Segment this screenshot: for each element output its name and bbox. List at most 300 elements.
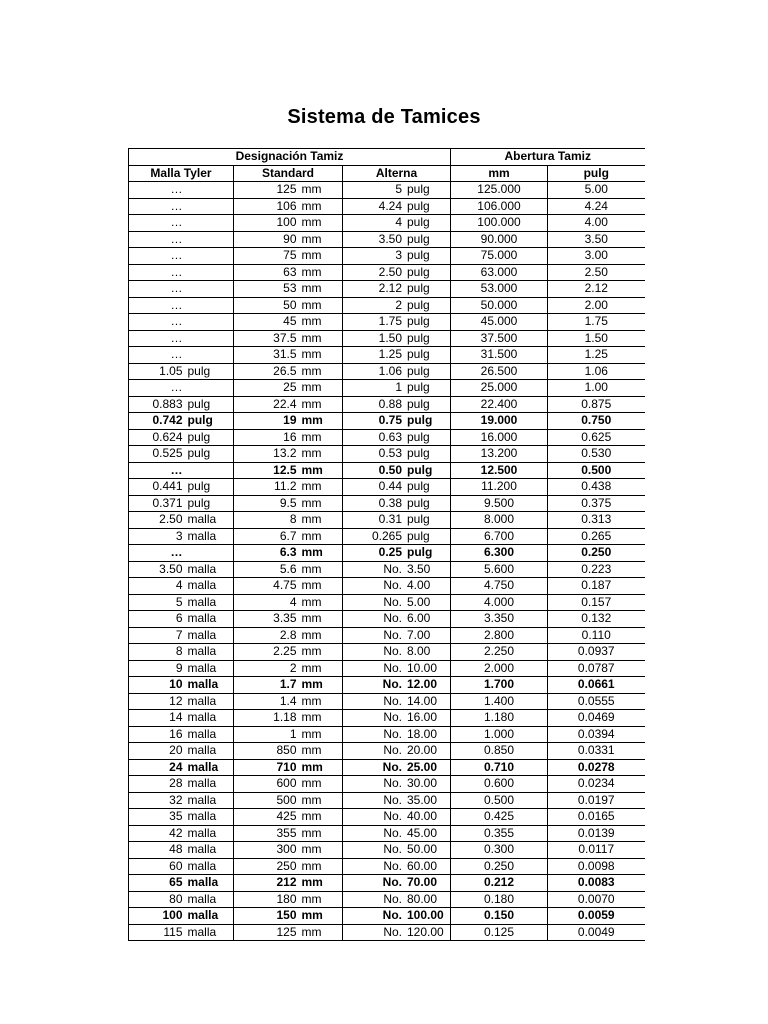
- alterna-cell: [343, 248, 451, 265]
- standard-cell: [234, 429, 343, 446]
- alterna-cell: [343, 479, 451, 496]
- alterna-cell-value: 4: [395, 215, 402, 229]
- malla-tyler-cell-unit: [183, 215, 230, 231]
- malla-tyler-cell-unit: malla: [187, 528, 217, 543]
- abertura-mm-cell: 90.000: [451, 231, 548, 248]
- abertura-mm-cell: 1.000: [451, 726, 548, 743]
- alterna-cell-unit: pulg: [407, 479, 430, 493]
- header-column-row: [129, 165, 645, 182]
- table-row: [129, 660, 645, 677]
- alterna-cell-value: No.: [382, 875, 402, 889]
- alterna-cell: [343, 891, 451, 908]
- malla-tyler-cell-value: 12: [169, 693, 183, 708]
- standard-cell-value: 50: [283, 297, 297, 312]
- standard-cell: [234, 347, 343, 364]
- abertura-mm-cell: 63.000: [451, 264, 548, 281]
- table-row: [129, 693, 645, 710]
- alterna-cell: [343, 594, 451, 611]
- malla-tyler-cell-unit: pulg: [187, 479, 211, 493]
- malla-tyler-cell: [129, 561, 234, 578]
- standard-cell-value: 6.7: [279, 528, 297, 543]
- malla-tyler-cell-value: 20: [169, 743, 183, 757]
- standard-cell-unit: mm: [301, 413, 323, 427]
- alterna-cell-unit: pulg: [407, 545, 433, 559]
- standard-cell: [234, 198, 343, 215]
- alterna-cell-unit: pulg: [407, 462, 433, 477]
- table-row: [129, 446, 645, 463]
- alterna-cell: [343, 545, 451, 562]
- abertura-pulg-cell: 0.0117: [548, 842, 645, 859]
- alterna-cell-unit: 60.00: [407, 858, 438, 873]
- standard-cell: [234, 561, 343, 578]
- standard-cell-unit: mm: [301, 660, 322, 675]
- standard-cell-unit: mm: [301, 792, 322, 807]
- alterna-cell: [343, 710, 451, 727]
- abertura-mm-cell: 2.000: [451, 660, 548, 677]
- abertura-pulg-cell: 0.625: [548, 429, 645, 446]
- alterna-cell-unit: 30.00: [407, 776, 438, 790]
- malla-tyler-cell-unit: [183, 248, 230, 264]
- malla-tyler-cell: [129, 825, 234, 842]
- alterna-cell-value: 0.53: [378, 446, 402, 460]
- alterna-cell-unit: 50.00: [407, 842, 438, 856]
- standard-cell-unit: mm: [301, 314, 322, 328]
- malla-tyler-cell-value: 0.742: [152, 413, 183, 427]
- standard-cell-value: 12.5: [273, 462, 297, 477]
- alterna-cell-value: 0.50: [378, 462, 402, 477]
- abertura-mm-cell: 13.200: [451, 446, 548, 463]
- malla-tyler-cell-unit: [183, 298, 230, 314]
- malla-tyler-cell-value: …: [170, 314, 183, 328]
- standard-cell-unit: mm: [301, 776, 322, 790]
- header-standard: Standard: [234, 165, 343, 182]
- alterna-cell-unit: pulg: [407, 248, 430, 262]
- alterna-cell: [343, 858, 451, 875]
- alterna-cell-value: No.: [382, 908, 402, 922]
- malla-tyler-cell: [129, 792, 234, 809]
- malla-tyler-cell-unit: [183, 545, 230, 561]
- malla-tyler-cell-value: 3.50: [159, 561, 183, 576]
- alterna-cell-value: 0.25: [378, 545, 402, 559]
- alterna-cell-value: 1.75: [378, 314, 402, 328]
- standard-cell-unit: mm: [301, 594, 322, 609]
- alterna-cell: [343, 198, 451, 215]
- malla-tyler-cell-unit: [183, 232, 230, 248]
- abertura-pulg-cell: 0.223: [548, 561, 645, 578]
- standard-cell: [234, 693, 343, 710]
- malla-tyler-cell: [129, 215, 234, 232]
- abertura-mm-cell: 0.500: [451, 792, 548, 809]
- malla-tyler-cell-unit: [183, 347, 230, 363]
- alterna-cell-unit: pulg: [407, 281, 430, 295]
- alterna-cell-unit: pulg: [407, 380, 430, 394]
- malla-tyler-cell: [129, 743, 234, 760]
- abertura-mm-cell: 2.250: [451, 644, 548, 661]
- alterna-cell-unit: 6.00: [407, 611, 431, 625]
- alterna-cell: [343, 875, 451, 892]
- alterna-cell: [343, 528, 451, 545]
- standard-cell-value: 4: [289, 594, 297, 609]
- alterna-cell: [343, 842, 451, 859]
- malla-tyler-cell: [129, 776, 234, 793]
- standard-cell-unit: mm: [301, 924, 322, 939]
- alterna-cell-value: No.: [383, 627, 402, 642]
- malla-tyler-cell-unit: [183, 265, 230, 281]
- standard-cell: [234, 759, 343, 776]
- abertura-pulg-cell: 0.530: [548, 446, 645, 463]
- standard-cell-value: 710: [276, 759, 297, 774]
- table-row: [129, 809, 645, 826]
- alterna-cell-unit: 3.50: [407, 561, 431, 576]
- abertura-mm-cell: 2.800: [451, 627, 548, 644]
- abertura-pulg-cell: 0.250: [548, 545, 645, 562]
- alterna-cell-value: No.: [383, 842, 402, 856]
- abertura-pulg-cell: 0.0331: [548, 743, 645, 760]
- header-pulg: pulg: [548, 165, 645, 182]
- abertura-pulg-cell: 0.0165: [548, 809, 645, 826]
- table-row: [129, 776, 645, 793]
- alterna-cell-value: 1: [395, 380, 402, 394]
- abertura-mm-cell: 26.500: [451, 363, 548, 380]
- standard-cell: [234, 825, 343, 842]
- standard-cell-unit: mm: [301, 281, 322, 295]
- alterna-cell: [343, 825, 451, 842]
- malla-tyler-cell: [129, 528, 234, 545]
- table-row: [129, 314, 645, 331]
- abertura-pulg-cell: 2.50: [548, 264, 645, 281]
- malla-tyler-cell-unit: malla: [187, 825, 217, 840]
- table-row: [129, 330, 645, 347]
- malla-tyler-cell-unit: [183, 281, 230, 297]
- standard-cell: [234, 644, 343, 661]
- alterna-cell: [343, 330, 451, 347]
- alterna-cell-value: 2: [395, 297, 402, 312]
- table-row: [129, 182, 645, 199]
- malla-tyler-cell: [129, 429, 234, 446]
- alterna-cell-value: No.: [383, 776, 402, 790]
- standard-cell-value: 13.2: [273, 446, 297, 460]
- abertura-pulg-cell: 2.00: [548, 297, 645, 314]
- alterna-cell: [343, 726, 451, 743]
- alterna-cell-unit: 100.00: [407, 908, 444, 922]
- abertura-pulg-cell: 0.500: [548, 462, 645, 479]
- alterna-cell: [343, 776, 451, 793]
- table-row: [129, 578, 645, 595]
- table-row: [129, 363, 645, 380]
- malla-tyler-cell-unit: [183, 331, 230, 347]
- standard-cell: [234, 743, 343, 760]
- alterna-cell: [343, 231, 451, 248]
- alterna-cell-value: 0.31: [378, 512, 402, 526]
- table-row: [129, 281, 645, 298]
- alterna-cell-value: 0.38: [378, 495, 402, 510]
- malla-tyler-cell-value: 9: [175, 660, 183, 675]
- standard-cell-value: 1: [289, 726, 297, 741]
- abertura-pulg-cell: 1.25: [548, 347, 645, 364]
- alterna-cell: [343, 495, 451, 512]
- standard-cell-value: 53: [283, 281, 297, 295]
- alterna-cell-unit: pulg: [407, 231, 430, 246]
- malla-tyler-cell: [129, 231, 234, 248]
- alterna-cell-value: 1.25: [378, 347, 402, 361]
- table-row: [129, 264, 645, 281]
- malla-tyler-cell-unit: malla: [187, 512, 217, 526]
- abertura-pulg-cell: 1.75: [548, 314, 645, 331]
- alterna-cell-unit: 70.00: [407, 875, 438, 889]
- malla-tyler-cell: [129, 693, 234, 710]
- alterna-cell: [343, 677, 451, 694]
- alterna-cell-unit: pulg: [407, 215, 430, 229]
- standard-cell: [234, 380, 343, 397]
- alterna-cell-value: No.: [383, 891, 402, 906]
- standard-cell-value: 125: [276, 924, 297, 939]
- standard-cell: [234, 809, 343, 826]
- abertura-mm-cell: 4.000: [451, 594, 548, 611]
- alterna-cell-value: 2.50: [378, 264, 402, 279]
- abertura-mm-cell: 4.750: [451, 578, 548, 595]
- malla-tyler-cell-unit: malla: [187, 578, 217, 592]
- sieve-table-body: [129, 182, 645, 941]
- malla-tyler-cell-value: 28: [169, 776, 183, 790]
- table-row: [129, 726, 645, 743]
- malla-tyler-cell-value: 115: [163, 924, 183, 939]
- malla-tyler-cell-unit: malla: [187, 726, 217, 741]
- table-row: [129, 528, 645, 545]
- malla-tyler-cell-value: …: [170, 297, 183, 312]
- abertura-pulg-cell: 0.0098: [548, 858, 645, 875]
- alterna-cell: [343, 380, 451, 397]
- standard-cell: [234, 891, 343, 908]
- abertura-pulg-cell: 0.0469: [548, 710, 645, 727]
- malla-tyler-cell-value: …: [170, 264, 183, 279]
- abertura-mm-cell: 3.350: [451, 611, 548, 628]
- malla-tyler-cell-value: 0.371: [152, 495, 183, 510]
- malla-tyler-cell-value: …: [170, 545, 183, 559]
- malla-tyler-cell-value: 24: [169, 759, 183, 774]
- alterna-cell: [343, 264, 451, 281]
- standard-cell: [234, 413, 343, 430]
- standard-cell: [234, 594, 343, 611]
- malla-tyler-cell: [129, 677, 234, 694]
- standard-cell-unit: mm: [301, 396, 322, 411]
- malla-tyler-cell-unit: malla: [187, 809, 217, 823]
- abertura-mm-cell: 0.300: [451, 842, 548, 859]
- alterna-cell-unit: 12.00: [407, 677, 438, 691]
- alterna-cell: [343, 809, 451, 826]
- standard-cell-value: 9.5: [279, 495, 297, 510]
- standard-cell: [234, 611, 343, 628]
- malla-tyler-cell-value: 10: [169, 677, 183, 691]
- standard-cell: [234, 528, 343, 545]
- alterna-cell-unit: 35.00: [407, 792, 438, 807]
- table-row: [129, 594, 645, 611]
- abertura-mm-cell: 11.200: [451, 479, 548, 496]
- abertura-pulg-cell: 1.06: [548, 363, 645, 380]
- malla-tyler-cell-value: 4: [175, 578, 183, 592]
- abertura-pulg-cell: 0.0083: [548, 875, 645, 892]
- standard-cell: [234, 479, 343, 496]
- standard-cell-unit: mm: [301, 726, 322, 741]
- malla-tyler-cell-value: 80: [169, 891, 183, 906]
- abertura-pulg-cell: 5.00: [548, 182, 645, 199]
- malla-tyler-cell-value: 7: [175, 627, 183, 642]
- standard-cell: [234, 330, 343, 347]
- standard-cell-value: 5.6: [279, 561, 297, 576]
- alterna-cell-unit: pulg: [407, 347, 430, 361]
- alterna-cell-value: 1.06: [378, 363, 402, 378]
- standard-cell-value: 19: [283, 413, 297, 427]
- standard-cell: [234, 248, 343, 265]
- alterna-cell: [343, 462, 451, 479]
- alterna-cell-unit: pulg: [407, 264, 430, 279]
- alterna-cell: [343, 627, 451, 644]
- standard-cell: [234, 677, 343, 694]
- standard-cell: [234, 363, 343, 380]
- alterna-cell-unit: 16.00: [407, 710, 438, 724]
- abertura-pulg-cell: 0.132: [548, 611, 645, 628]
- malla-tyler-cell-value: 14: [169, 710, 183, 724]
- table-row: [129, 792, 645, 809]
- malla-tyler-cell-unit: pulg: [187, 396, 211, 411]
- standard-cell-value: 425: [276, 809, 297, 823]
- malla-tyler-cell: [129, 644, 234, 661]
- standard-cell-unit: mm: [301, 380, 322, 394]
- table-row: [129, 198, 645, 215]
- abertura-pulg-cell: 0.0234: [548, 776, 645, 793]
- standard-cell-value: 106: [276, 198, 297, 213]
- abertura-mm-cell: 0.250: [451, 858, 548, 875]
- standard-cell-value: 300: [276, 842, 297, 856]
- abertura-pulg-cell: 0.265: [548, 528, 645, 545]
- malla-tyler-cell-value: …: [170, 248, 183, 262]
- standard-cell-unit: mm: [301, 297, 322, 312]
- standard-cell-value: 250: [276, 858, 297, 873]
- standard-cell: [234, 726, 343, 743]
- standard-cell: [234, 578, 343, 595]
- alterna-cell-unit: 4.00: [407, 578, 431, 592]
- alterna-cell: [343, 561, 451, 578]
- abertura-mm-cell: 53.000: [451, 281, 548, 298]
- alterna-cell-unit: 8.00: [407, 644, 431, 658]
- abertura-mm-cell: 50.000: [451, 297, 548, 314]
- abertura-pulg-cell: 0.438: [548, 479, 645, 496]
- alterna-cell-value: 0.63: [378, 429, 402, 444]
- standard-cell: [234, 314, 343, 331]
- header-abertura-tamiz: Abertura Tamiz: [451, 149, 645, 166]
- standard-cell-unit: mm: [301, 677, 323, 691]
- abertura-pulg-cell: 0.0937: [548, 644, 645, 661]
- standard-cell-value: 37.5: [273, 330, 297, 345]
- malla-tyler-cell-value: 5: [175, 594, 183, 609]
- abertura-pulg-cell: 0.157: [548, 594, 645, 611]
- abertura-pulg-cell: 3.00: [548, 248, 645, 265]
- malla-tyler-cell-unit: pulg: [187, 495, 211, 510]
- malla-tyler-cell-unit: malla: [187, 743, 217, 757]
- malla-tyler-cell-unit: malla: [187, 644, 217, 658]
- malla-tyler-cell: [129, 248, 234, 265]
- standard-cell-value: 1.4: [279, 693, 297, 708]
- alterna-cell: [343, 215, 451, 232]
- header-mm: mm: [451, 165, 548, 182]
- standard-cell-value: 150: [276, 908, 297, 922]
- abertura-pulg-cell: 0.187: [548, 578, 645, 595]
- alterna-cell-value: No.: [383, 924, 402, 939]
- alterna-cell-unit: 18.00: [407, 726, 438, 741]
- malla-tyler-cell-value: 0.525: [152, 446, 183, 460]
- standard-cell-value: 100: [276, 215, 297, 229]
- standard-cell-unit: mm: [301, 561, 322, 576]
- abertura-mm-cell: 0.710: [451, 759, 548, 776]
- abertura-pulg-cell: 0.0197: [548, 792, 645, 809]
- standard-cell: [234, 875, 343, 892]
- abertura-pulg-cell: 0.875: [548, 396, 645, 413]
- alterna-cell-value: No.: [383, 710, 402, 724]
- malla-tyler-cell-value: …: [170, 281, 183, 295]
- table-row: [129, 627, 645, 644]
- malla-tyler-cell: [129, 710, 234, 727]
- standard-cell-unit: mm: [301, 908, 323, 922]
- abertura-pulg-cell: 0.110: [548, 627, 645, 644]
- malla-tyler-cell: [129, 396, 234, 413]
- standard-cell-unit: mm: [301, 215, 322, 229]
- standard-cell: [234, 446, 343, 463]
- malla-tyler-cell-value: 60: [169, 858, 183, 873]
- standard-cell: [234, 396, 343, 413]
- standard-cell-unit: mm: [301, 347, 322, 361]
- malla-tyler-cell: [129, 314, 234, 331]
- table-row: [129, 231, 645, 248]
- standard-cell-unit: mm: [301, 182, 322, 196]
- standard-cell: [234, 264, 343, 281]
- abertura-mm-cell: 5.600: [451, 561, 548, 578]
- standard-cell: [234, 215, 343, 232]
- alterna-cell: [343, 512, 451, 529]
- alterna-cell-value: No.: [383, 743, 402, 757]
- standard-cell: [234, 231, 343, 248]
- alterna-cell-value: 2.12: [378, 281, 402, 295]
- alterna-cell-value: No.: [383, 660, 402, 675]
- standard-cell-unit: mm: [301, 363, 322, 378]
- table-row: [129, 825, 645, 842]
- standard-cell-unit: mm: [301, 891, 322, 906]
- alterna-cell-unit: pulg: [407, 396, 430, 411]
- malla-tyler-cell-unit: malla: [187, 924, 217, 939]
- standard-cell-unit: mm: [301, 842, 322, 856]
- malla-tyler-cell: [129, 446, 234, 463]
- malla-tyler-cell: [129, 891, 234, 908]
- malla-tyler-cell-value: …: [170, 347, 183, 361]
- alterna-cell: [343, 924, 451, 941]
- malla-tyler-cell-unit: malla: [187, 677, 219, 691]
- alterna-cell: [343, 429, 451, 446]
- malla-tyler-cell: [129, 611, 234, 628]
- abertura-mm-cell: 45.000: [451, 314, 548, 331]
- malla-tyler-cell: [129, 330, 234, 347]
- standard-cell: [234, 495, 343, 512]
- alterna-cell: [343, 396, 451, 413]
- malla-tyler-cell-value: 0.441: [152, 479, 183, 493]
- standard-cell-unit: mm: [301, 644, 322, 658]
- standard-cell-unit: mm: [301, 198, 322, 213]
- malla-tyler-cell-value: 100: [162, 908, 183, 922]
- alterna-cell-unit: pulg: [407, 495, 430, 510]
- alterna-cell-unit: pulg: [407, 198, 430, 213]
- malla-tyler-cell: [129, 875, 234, 892]
- abertura-pulg-cell: 0.0139: [548, 825, 645, 842]
- standard-cell-unit: mm: [301, 330, 322, 345]
- abertura-mm-cell: 22.400: [451, 396, 548, 413]
- standard-cell: [234, 858, 343, 875]
